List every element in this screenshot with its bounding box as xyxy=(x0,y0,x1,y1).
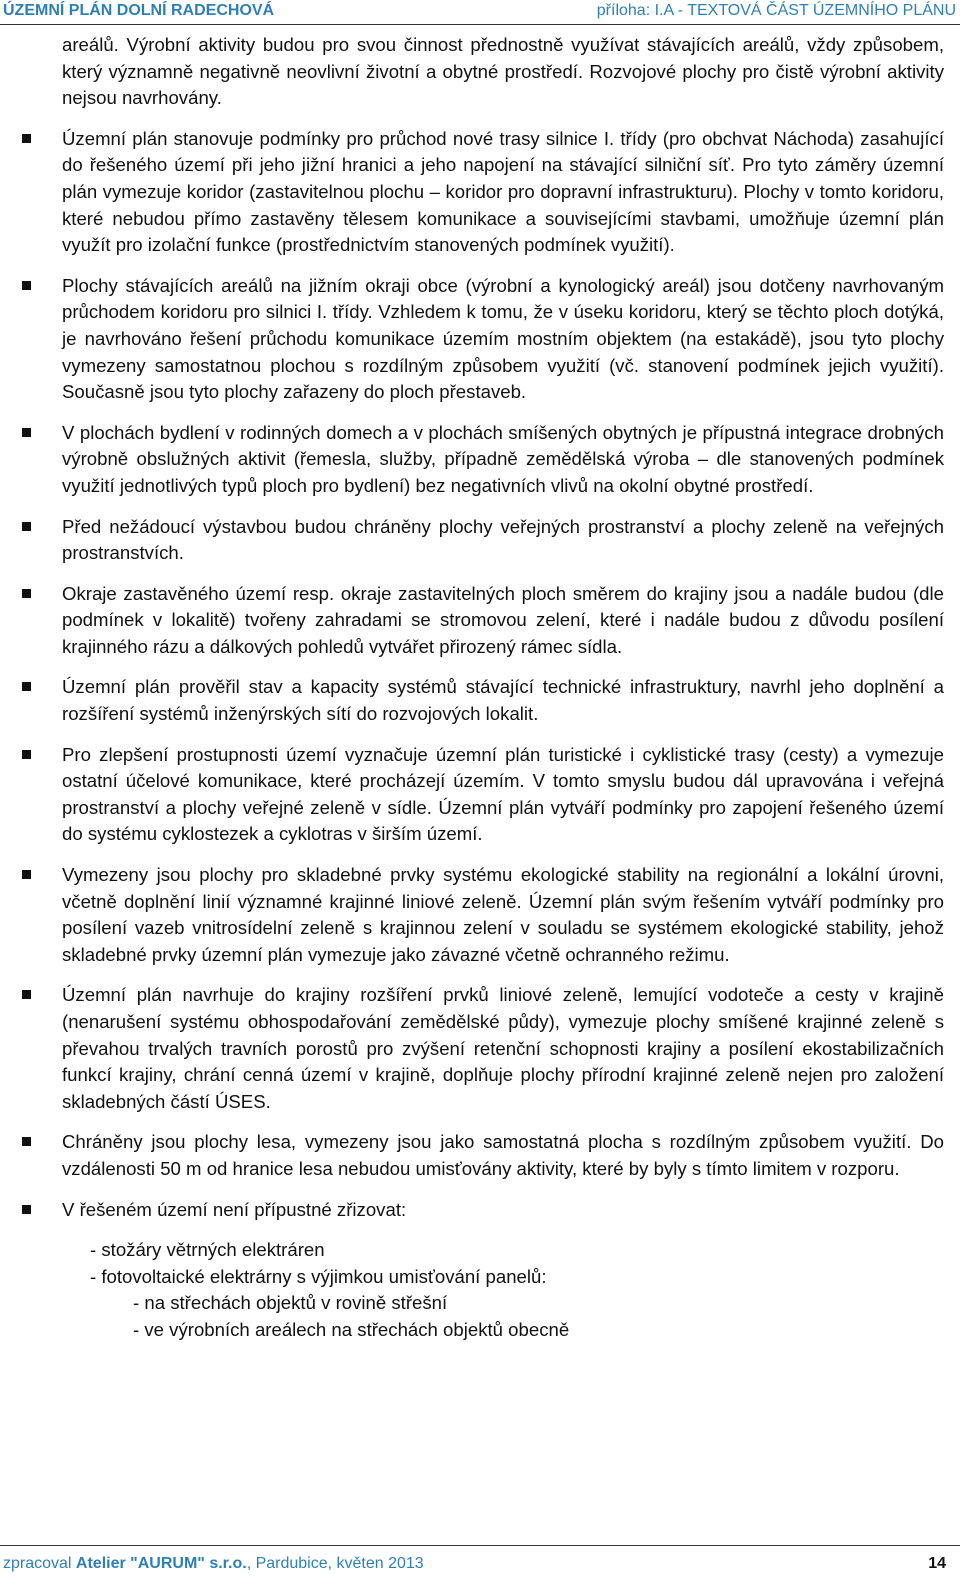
bullet-item xyxy=(21,674,944,727)
section-label: příloha: I.A - TEXTOVÁ ČÁST ÚZEMNÍHO PLÁNU xyxy=(596,2,956,19)
square-bullet-icon xyxy=(22,589,31,598)
bullet-text: Vymezeny jsou plochy pro skladebné prvky systému ekologické stability na regionální a lokální úrovni, včetně doplnění linií významné krajinné liniové zeleně. Územní plán svým řešením vytváří podmínky pro posílení vazeb vnitrosídelní zeleně s krajinnou zelení v souladu se systémem ekologické stability, jehož skladebné prvky územní plán vymezuje jako závazné včetně ochranného režimu. xyxy=(62,864,944,965)
bullet-item xyxy=(21,581,944,661)
bullet-text: Chráněny jsou plochy lesa, vymezeny jsou jako samostatná plocha s rozdílným způsobem využití. Do vzdálenosti 50 m od hranice lesa nebudou umisťovány aktivity, které by byly s tímto limitem v rozporu. xyxy=(62,1131,944,1179)
bullet-text: Územní plán stanovuje podmínky pro průchod nové trasy silnice I. třídy (pro obchvat Náchoda) zasahující do řešeného území při jeho jižní hranici a jeho napojení na stávající silniční síť. Pro tyto záměry územní plán vymezuje koridor (zastavitelnou plochu – koridor pro dopravní infrastrukturu). Plochy v tomto koridoru, které nebudou přímo zastavěny tělesem komunikace a souvisejícími stavbami, umožňuje územní plán využít pro izolační funkce (prostřednictvím stanovených podmínek využití). xyxy=(62,127,944,256)
page-header xyxy=(0,0,960,25)
bullet-item xyxy=(21,273,944,406)
square-bullet-icon xyxy=(22,522,31,531)
bullet-text: Pro zlepšení prostupnosti území vyznačuje územní plán turistické i cyklistické trasy (cesty) a vymezuje ostatní účelové komunikace, které procházejí územím. V tomto smyslu budou dál upravována i veřejná prostranství a plochy veřejné zeleně v sídle. Územní plán vytváří podmínky pro zapojení řešeného území do systému cyklostezek a cyklotras v širším území. xyxy=(62,743,944,845)
square-bullet-icon xyxy=(22,281,31,290)
document-title: ÚZEMNÍ PLÁN DOLNÍ RADECHOVÁ xyxy=(3,2,275,19)
document-body xyxy=(21,32,944,1344)
bullet-item xyxy=(21,862,944,968)
bullet-text: V plochách bydlení v rodinných domech a v plochách smíšených obytných je přípustná integrace drobných výrobně obslužných aktivit (řemesla, služby, případně zemědělská výroba – dle stanovených podmínek využití jednotlivých typů ploch pro bydlení) bez negativních vlivů na okolní obytné prostředí. xyxy=(62,421,944,496)
sub-list-item: - na střechách objektů v rovině střešní xyxy=(133,1292,448,1314)
square-bullet-icon xyxy=(22,870,31,879)
square-bullet-icon xyxy=(22,990,31,999)
square-bullet-icon xyxy=(22,1137,31,1146)
dash-list-item: - stožáry větrných elektráren xyxy=(90,1239,325,1261)
dash-list-item: - fotovoltaické elektrárny s výjimkou umisťování panelů: xyxy=(90,1265,547,1287)
continuation-paragraph: areálů. Výrobní aktivity budou pro svou činnost přednostně využívat stávajících areálů, vždy způsobem, který významně negativně neovlivní životní a obytné prostředí. Rozvojové plochy pro čistě výrobní aktivity nejsou navrhovány. xyxy=(62,34,944,109)
bullet-text: Plochy stávajících areálů na jižním okraji obce (výrobní a kynologický areál) jsou dotčeny navrhovaným průchodem koridoru pro silnici I. třídy. Vzhledem k tomu, že v úseku koridoru, který se těchto ploch dotýká, je navrhováno řešení průchodu komunikace územím mostním objektem (na estakádě), jsou tyto plochy vymezeny samostatnou plochou s rozdílným způsobem využití (vč. stanovení podmínek jejich využití). Současně jsou tyto plochy zařazeny do ploch přestaveb. xyxy=(62,274,944,403)
page-number: 14 xyxy=(928,1555,946,1572)
square-bullet-icon xyxy=(22,428,31,437)
bullet-item xyxy=(21,742,944,848)
bullet-item xyxy=(21,126,944,259)
bullet-text: Okraje zastavěného území resp. okraje zastavitelných ploch směrem do krajiny jsou a nadále budou (dle podmínek v lokalitě) tvořeny zahradami se stromovou zelení, které i nadále budou z důvodu posílení krajinného rázu a dálkových pohledů vytvářet přirozený rámec sídla. xyxy=(62,582,944,657)
square-bullet-icon xyxy=(22,1205,31,1214)
footer-suffix: , Pardubice, květen 2013 xyxy=(246,1555,424,1572)
square-bullet-icon xyxy=(22,134,31,143)
footer-credit xyxy=(3,1555,424,1573)
bullet-item xyxy=(21,1129,944,1182)
sub-list-item: - ve výrobních areálech na střechách objektů obecně xyxy=(133,1318,570,1340)
bullet-text: Územní plán navrhuje do krajiny rozšíření prvků liniové zeleně, lemující vodoteče a cesty v krajině (nenarušení systému obhospodařování zemědělské půdy), vymezuje plochy smíšené krajinné zeleně s převahou trvalých travních porostů pro zvýšení retenční schopnosti krajiny a posílení ekostabilizačních funkcí krajiny, chrání cenná území v krajině, doplňuje plochy přírodní krajinné zeleně nejen pro založení skladebných částí ÚSES. xyxy=(62,984,944,1112)
bullet-text: V řešeném území není přípustné zřizovat: xyxy=(62,1198,407,1220)
footer-prefix: zpracoval xyxy=(3,1555,76,1572)
bullet-item xyxy=(21,420,944,500)
page-footer xyxy=(0,1545,960,1588)
bullet-text: Před nežádoucí výstavbou budou chráněny plochy veřejných prostranství a plochy zeleně na veřejných prostranstvích. xyxy=(62,515,944,564)
square-bullet-icon xyxy=(22,750,31,759)
bullet-item xyxy=(21,514,944,567)
bullet-item xyxy=(21,1197,944,1224)
square-bullet-icon xyxy=(22,682,31,691)
footer-studio: Atelier "AURUM" s.r.o. xyxy=(75,1555,247,1572)
bullet-item xyxy=(21,982,944,1115)
bullet-text: Územní plán prověřil stav a kapacity systémů stávající technické infrastruktury, navrhl jeho doplnění a rozšíření systémů inženýrských sítí do rozvojových lokalit. xyxy=(62,676,944,725)
